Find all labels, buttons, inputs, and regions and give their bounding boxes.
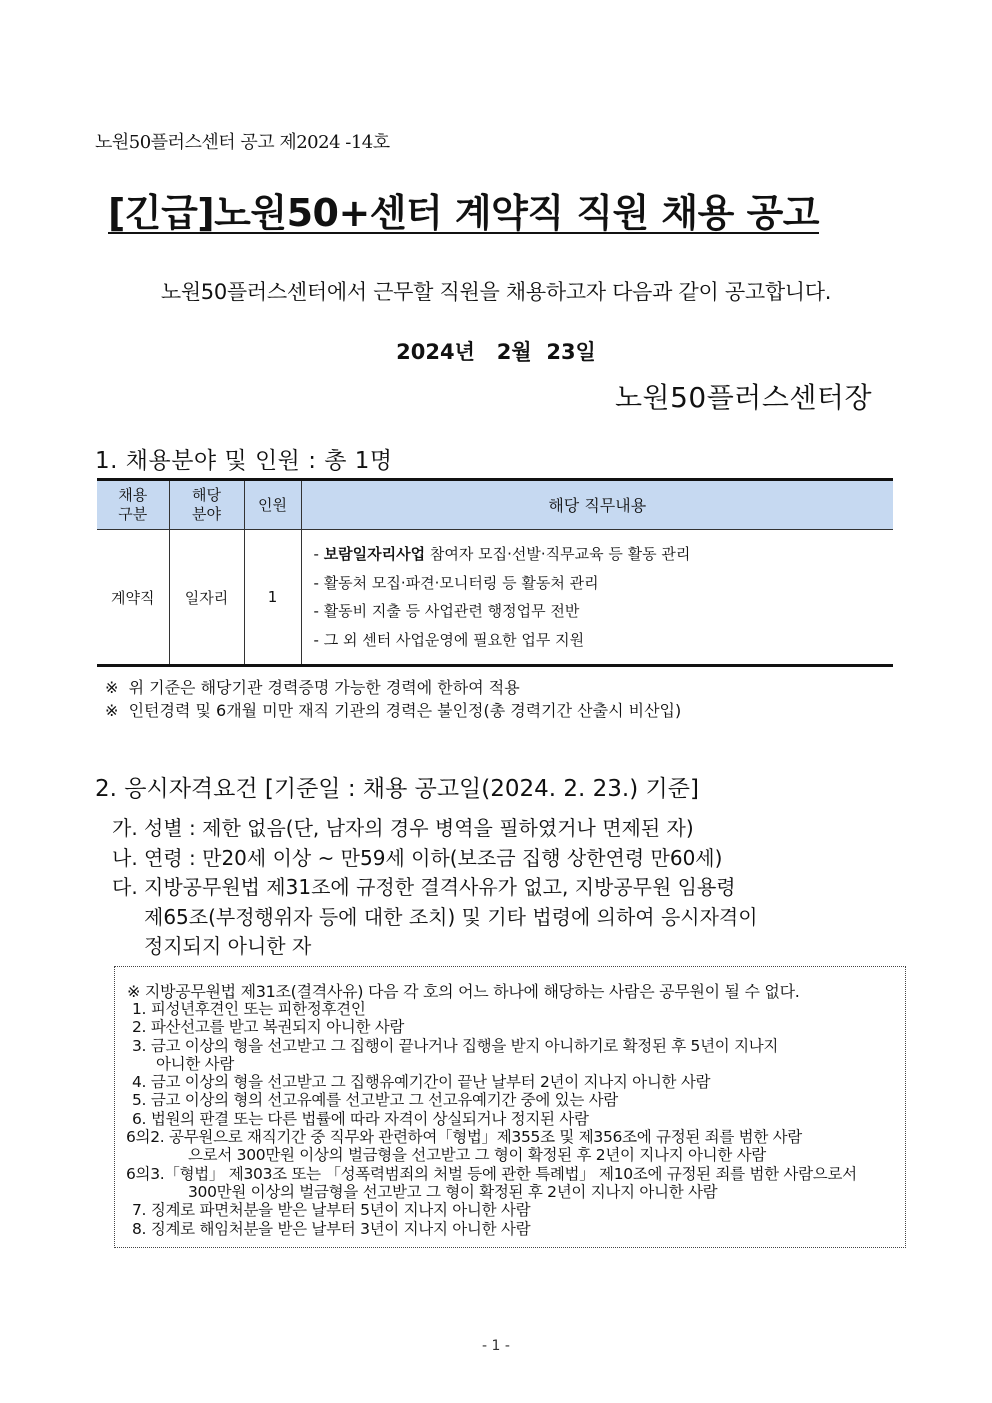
disqualification-item: 4. 금고 이상의 형을 선고받고 그 집행유예기간이 끝난 날부터 2년이 지나지 아니한 사람 bbox=[132, 1073, 711, 1092]
table-notes bbox=[105, 676, 681, 722]
disqualification-item: 1. 피성년후견인 또는 피한정후견인 bbox=[132, 1000, 366, 1018]
requirement-continuation: 정지되지 아니한 자 bbox=[144, 934, 312, 958]
duty-item: - 보람일자리사업 참여자 모집·선발·직무교육 등 활동 관리 bbox=[313, 545, 691, 563]
announcement-date: 2024년 2월 23일 bbox=[396, 340, 596, 364]
col-header-duties: 해당 직무내용 bbox=[301, 480, 893, 530]
cell-type: 계약직 bbox=[97, 530, 169, 666]
disqualification-list bbox=[126, 1000, 904, 1238]
col-header-count: 인원 bbox=[244, 480, 301, 530]
col-header-field: 해당 분야 bbox=[169, 480, 244, 530]
intro-text: 노원50플러스센터에서 근무할 직원을 채용하고자 다음과 같이 공고합니다. bbox=[160, 280, 832, 304]
note-item: ※ 위 기준은 해당기관 경력증명 가능한 경력에 한하여 적용 bbox=[105, 678, 520, 697]
note-item: ※ 인턴경력 및 6개월 미만 재직 기관의 경력은 불인정(총 경력기간 산출시 비산입) bbox=[105, 701, 682, 720]
col-header-type: 채용 구분 bbox=[97, 480, 169, 530]
duty-item: - 활동처 모집·파견·모니터링 등 활동처 관리 bbox=[313, 573, 599, 592]
requirements-list bbox=[112, 814, 758, 962]
disqualification-item: 7. 징계로 파면처분을 받은 날부터 5년이 지나지 아니한 사람 bbox=[132, 1201, 531, 1220]
requirement-item: 나. 연령 : 만20세 이상 ~ 만59세 이하(보조금 집행 상한연령 만60세) bbox=[112, 845, 723, 870]
duty-item: - 그 외 센터 사업운영에 필요한 업무 지원 bbox=[313, 630, 585, 649]
disqualification-item: 2. 파산선고를 받고 복권되지 아니한 사람 bbox=[132, 1018, 405, 1037]
disqualification-item: 6의3.「형법」 제303조 또는 「성폭력범죄의 처벌 등에 관한 특례법」 제10조에 규정된 죄를 범한 사람으로서 bbox=[126, 1164, 857, 1183]
disqualification-item: 5. 금고 이상의 형의 선고유예를 선고받고 그 선고유예기간 중에 있는 사람 bbox=[132, 1091, 618, 1110]
table-header-row bbox=[97, 480, 893, 530]
notice-number: 노원50플러스센터 공고 제2024 -14호 bbox=[95, 132, 390, 153]
cell-field: 일자리 bbox=[169, 530, 244, 666]
requirement-item: 다. 지방공무원법 제31조에 규정한 결격사유가 없고, 지방공무원 임용령 bbox=[112, 875, 736, 899]
section2-heading: 2. 응시자격요건 [기준일 : 채용 공고일(2024. 2. 23.) 기준] bbox=[95, 776, 699, 802]
duty-item: - 활동비 지출 등 사업관련 행정업무 전반 bbox=[313, 602, 580, 620]
section1-heading: 1. 채용분야 및 인원 : 총 1명 bbox=[95, 448, 393, 474]
disqualification-item: 6의2. 공무원으로 재직기간 중 직무와 관련하여「형법」제355조 및 제356조에 규정된 죄를 범한 사람 bbox=[126, 1128, 802, 1147]
page-number: - 1 - bbox=[482, 1338, 510, 1354]
table-row bbox=[97, 530, 893, 666]
disqualification-heading: ※ 지방공무원법 제31조(결격사유) 다음 각 호의 어느 하나에 해당하는 사람은 공무원이 될 수 없다. bbox=[127, 982, 800, 1001]
disqualification-continuation: 300만원 이상의 벌금형을 선고받고 그 형이 확정된 후 2년이 지나지 아니한 사람 bbox=[188, 1182, 718, 1201]
cell-count: 1 bbox=[244, 530, 301, 666]
cell-duties bbox=[301, 530, 893, 666]
disqualification-continuation: 아니한 사람 bbox=[156, 1054, 234, 1073]
page-title: [긴급]노원50+센터 계약직 직원 채용 공고 bbox=[108, 191, 819, 235]
disqualification-item: 6. 법원의 판결 또는 다른 법률에 따라 자격이 상실되거나 정지된 사람 bbox=[132, 1109, 589, 1128]
requirement-continuation: 제65조(부정행위자 등에 대한 조치) 및 기타 법령에 의하여 응시자격이 bbox=[144, 904, 758, 929]
signer: 노원50플러스센터장 bbox=[615, 381, 873, 414]
disqualification-item: 8. 징계로 해임처분을 받은 날부터 3년이 지나지 아니한 사람 bbox=[132, 1219, 531, 1238]
requirement-item: 가. 성별 : 제한 없음(단, 남자의 경우 병역을 필하였거나 면제된 자) bbox=[112, 816, 694, 840]
disqualification-item: 3. 금고 이상의 형을 선고받고 그 집행이 끝나거나 집행을 받지 아니하기로 확정된 후 5년이 지나지 bbox=[132, 1036, 779, 1055]
disqualification-continuation: 으로서 300만원 이상의 벌금형을 선고받고 그 형이 확정된 후 2년이 지나지 아니한 사람 bbox=[188, 1146, 766, 1165]
recruitment-table bbox=[97, 478, 893, 667]
